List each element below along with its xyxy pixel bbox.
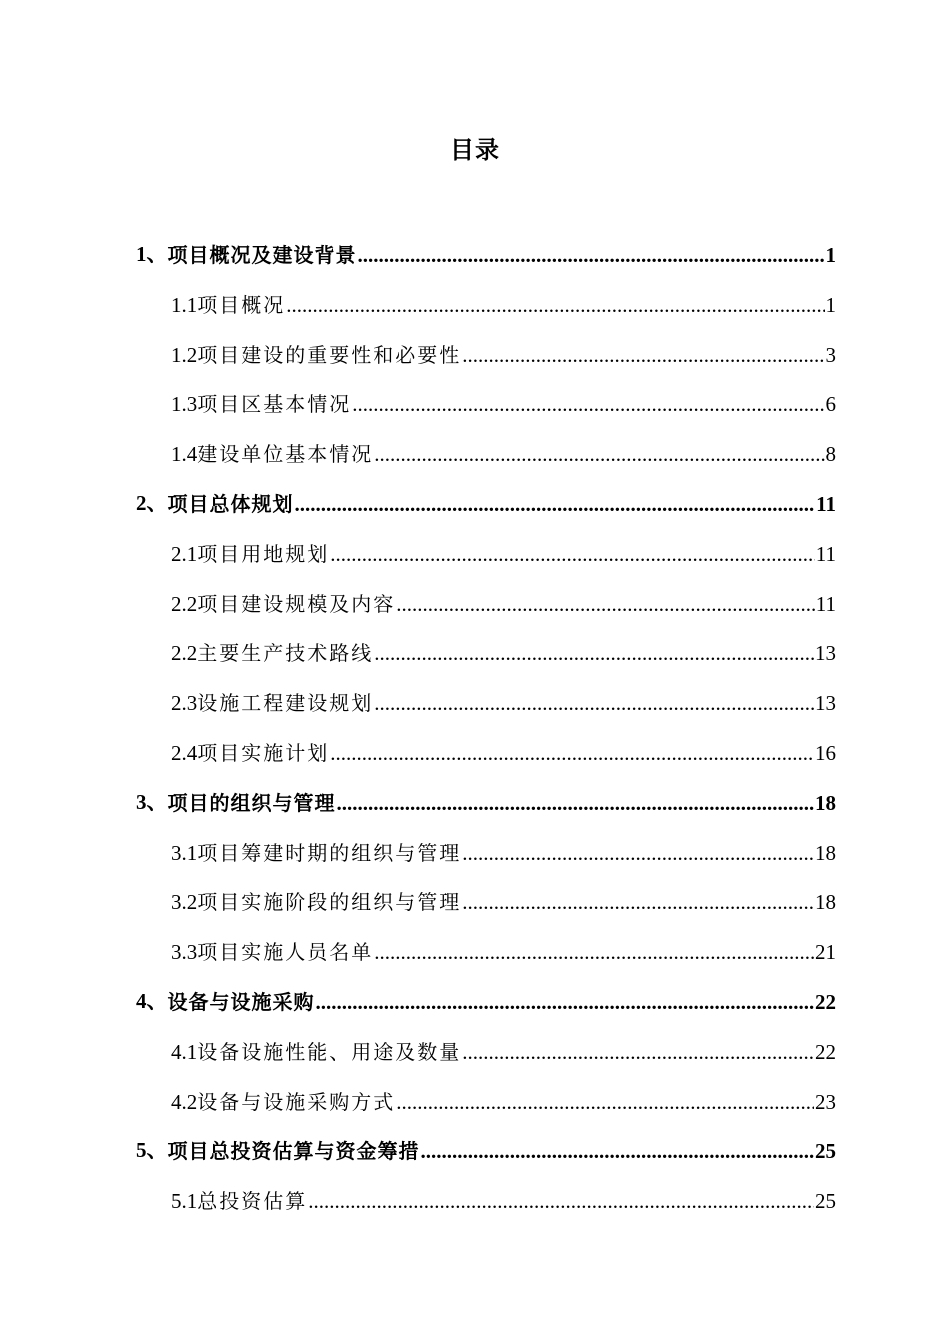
toc-entry-page-number: 21 — [815, 940, 836, 965]
toc-entry-page-number: 13 — [815, 691, 836, 716]
toc-section-entry[interactable] — [171, 680, 836, 716]
toc-dot-leader — [462, 841, 814, 866]
toc-entry-page-number: 22 — [815, 990, 836, 1014]
toc-entry-page-number: 18 — [815, 840, 836, 865]
toc-section-entry[interactable] — [171, 1029, 836, 1065]
toc-section-entry[interactable] — [171, 1079, 836, 1115]
toc-entry-number: 5、 — [136, 1138, 168, 1163]
toc-entry-page-number: 23 — [815, 1089, 836, 1114]
toc-dot-leader — [330, 741, 814, 766]
toc-entry-label: 项目实施人员名单 — [197, 940, 374, 965]
toc-section-entry[interactable] — [171, 282, 836, 318]
toc-entry-page-number: 11 — [816, 492, 836, 516]
toc-dot-leader — [295, 492, 816, 517]
toc-entry-number: 1、 — [136, 242, 168, 266]
toc-section-entry[interactable] — [171, 929, 836, 965]
toc-entry-page-number: 18 — [815, 790, 836, 815]
toc-entry-page-number: 25 — [815, 1189, 836, 1214]
toc-dot-leader — [308, 1189, 814, 1214]
toc-entry-label: 设备设施性能、用途及数量 — [197, 1039, 462, 1064]
toc-entry-label: 项目建设的重要性和必要性 — [197, 342, 462, 367]
toc-title: 目录 — [450, 136, 500, 164]
toc-entry-number: 4、 — [136, 989, 168, 1013]
toc-chapter-entry[interactable] — [136, 780, 836, 816]
toc-dot-leader — [396, 1090, 814, 1115]
toc-entry-page-number: 1 — [825, 292, 836, 317]
toc-entry-number: 2.3 — [171, 691, 198, 716]
toc-chapter-entry[interactable] — [136, 232, 836, 268]
toc-entry-page-number: 22 — [815, 1039, 836, 1064]
toc-entry-number: 3.1 — [171, 840, 198, 865]
toc-entry-page-number: 6 — [825, 392, 836, 417]
toc-entry-label: 项目的组织与管理 — [167, 790, 336, 815]
toc-dot-leader — [374, 442, 824, 467]
toc-entry-label: 项目实施计划 — [197, 741, 330, 765]
toc-entry-page-number: 25 — [815, 1139, 836, 1164]
toc-entry-label: 项目区基本情况 — [197, 392, 352, 417]
toc-entry-number: 1.4 — [171, 442, 198, 467]
toc-entry-page-number: 8 — [825, 442, 836, 467]
toc-entry-number: 1.2 — [171, 342, 198, 367]
toc-dot-leader — [374, 691, 814, 716]
toc-section-entry[interactable] — [171, 531, 836, 567]
toc-section-entry[interactable] — [171, 879, 836, 915]
toc-entry-label: 项目建设规模及内容 — [197, 591, 396, 616]
toc-entry-number: 2.4 — [171, 741, 198, 765]
toc-entry-number: 1.1 — [171, 292, 198, 317]
toc-section-entry[interactable] — [171, 381, 836, 417]
toc-entry-label: 设备与设施采购方式 — [197, 1089, 396, 1114]
toc-dot-leader — [462, 343, 824, 368]
toc-entry-label: 设施工程建设规划 — [197, 691, 374, 716]
toc-dot-leader — [352, 392, 824, 417]
toc-dot-leader — [358, 243, 825, 268]
toc-chapter-entry[interactable] — [136, 481, 836, 517]
toc-entry-number: 2、 — [136, 491, 168, 515]
toc-entry-label: 项目用地规划 — [197, 541, 330, 566]
toc-dot-leader — [462, 1040, 814, 1065]
toc-entry-number: 1.3 — [171, 392, 198, 417]
toc-dot-leader — [421, 1139, 815, 1164]
toc-entry-page-number: 3 — [825, 342, 836, 367]
toc-entry-page-number: 16 — [815, 741, 836, 765]
toc-chapter-entry[interactable] — [136, 1128, 836, 1164]
toc-entry-label: 项目总体规划 — [167, 492, 294, 516]
toc-section-entry[interactable] — [171, 431, 836, 467]
toc-entry-number: 2.2 — [171, 641, 198, 666]
toc-entry-label: 项目总投资估算与资金筹措 — [167, 1139, 420, 1164]
toc-dot-leader — [396, 592, 815, 617]
toc-entry-page-number: 11 — [815, 541, 836, 566]
toc-section-entry[interactable] — [171, 332, 836, 368]
toc-entry-label: 项目实施阶段的组织与管理 — [197, 890, 462, 915]
toc-entry-label: 设备与设施采购 — [167, 990, 315, 1014]
toc-entry-number: 3.3 — [171, 940, 198, 965]
toc-dot-leader — [316, 990, 815, 1015]
toc-entry-label: 主要生产技术路线 — [197, 641, 374, 666]
toc-entry-page-number: 18 — [815, 890, 836, 915]
toc-dot-leader — [374, 940, 814, 965]
toc-entry-number: 4.2 — [171, 1089, 198, 1114]
toc-entry-number: 3.2 — [171, 890, 198, 915]
toc-section-entry[interactable] — [171, 830, 836, 866]
toc-dot-leader — [337, 791, 815, 816]
toc-section-entry[interactable] — [171, 581, 836, 617]
toc-section-entry[interactable] — [171, 1178, 836, 1214]
toc-section-entry[interactable] — [171, 630, 836, 666]
toc-entry-page-number: 1 — [825, 243, 836, 267]
toc-entry-number: 2.2 — [171, 591, 198, 616]
toc-entry-label: 项目概况及建设背景 — [167, 243, 357, 267]
toc-entry-label: 项目概况 — [197, 292, 286, 317]
toc-entry-label: 总投资估算 — [197, 1189, 308, 1214]
toc-entry-label: 建设单位基本情况 — [197, 442, 374, 467]
toc-entry-label: 项目筹建时期的组织与管理 — [197, 840, 462, 865]
toc-entry-page-number: 13 — [815, 641, 836, 666]
toc-entry-number: 4.1 — [171, 1039, 198, 1064]
toc-entry-number: 2.1 — [171, 541, 198, 566]
toc-entry-number: 3、 — [136, 789, 168, 814]
toc-entry-page-number: 11 — [815, 591, 836, 616]
toc-dot-leader — [330, 542, 815, 567]
toc-dot-leader — [286, 293, 824, 318]
toc-section-entry[interactable] — [171, 730, 836, 766]
toc-dot-leader — [462, 890, 814, 915]
toc-chapter-entry[interactable] — [136, 979, 836, 1015]
toc-dot-leader — [374, 641, 814, 666]
toc-entry-number: 5.1 — [171, 1189, 198, 1214]
